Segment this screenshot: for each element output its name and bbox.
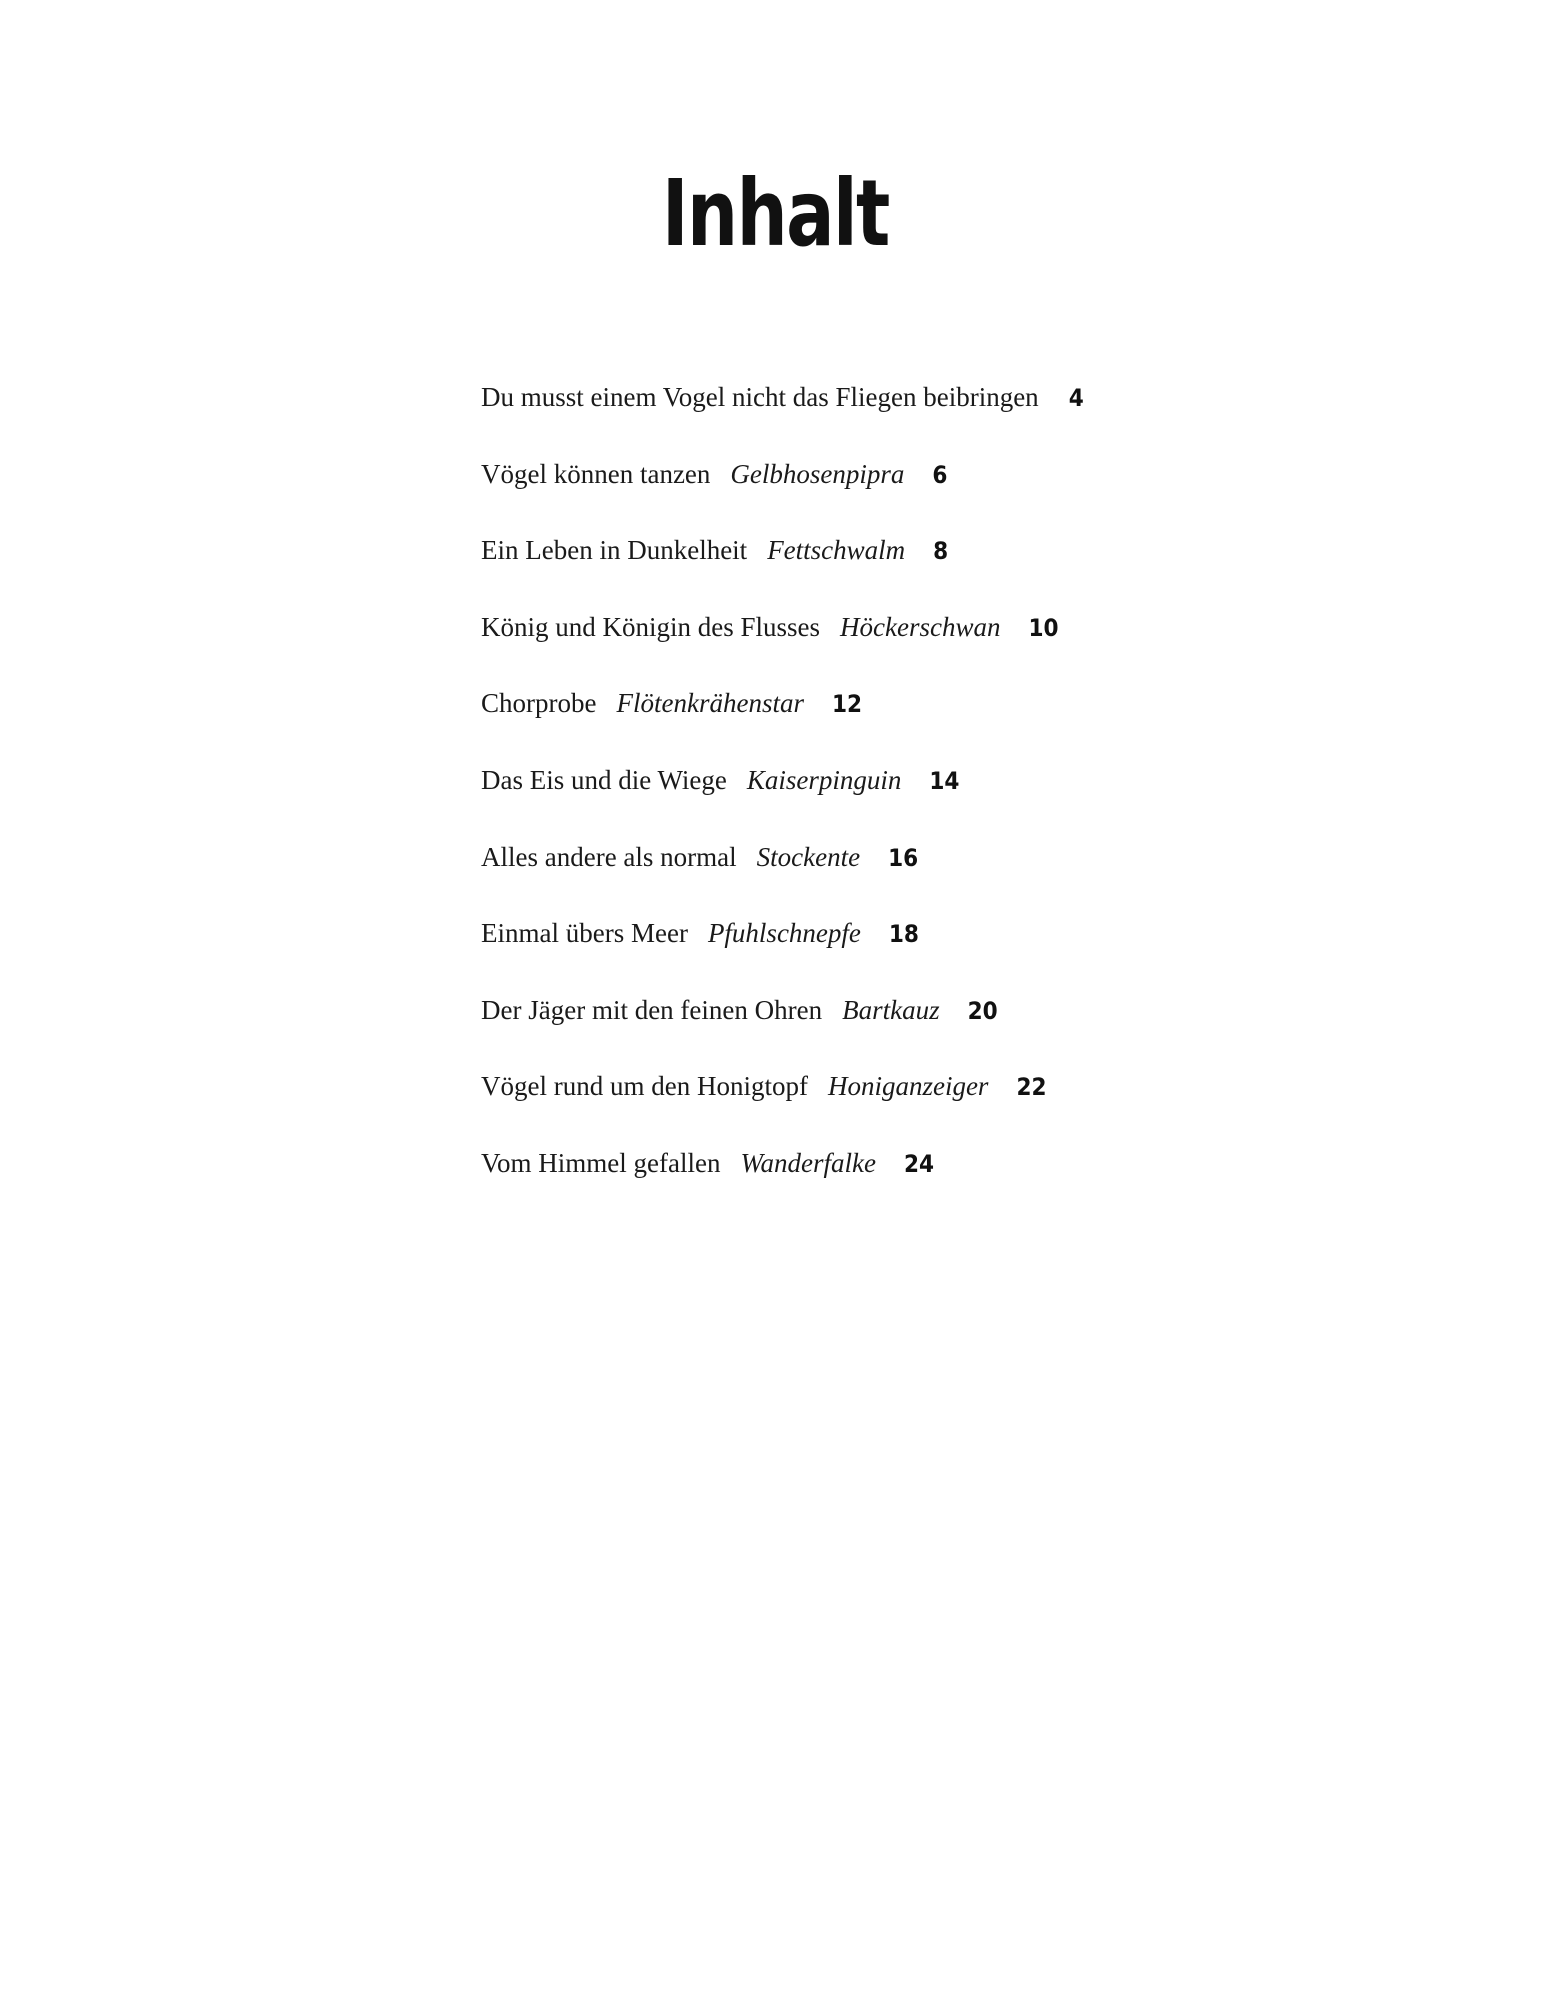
toc-entry-bird-name: Stockente: [756, 841, 861, 872]
toc-entry-title: Einmal übers Meer: [481, 918, 688, 949]
toc-entry-page-number: 20: [967, 996, 998, 1025]
toc-entry-title: Vögel können tanzen: [481, 458, 711, 489]
table-of-contents: [481, 382, 1084, 1225]
toc-entry[interactable]: [481, 688, 1084, 765]
toc-entry-bird-name: Honiganzeiger: [827, 1071, 989, 1102]
toc-entry[interactable]: [481, 995, 1084, 1072]
toc-entry-page-number: 8: [933, 537, 949, 566]
toc-entry-bird-name: Pfuhlschnepfe: [707, 918, 861, 949]
toc-entry-page-number: 16: [888, 843, 919, 872]
page-title: Inhalt: [661, 160, 889, 267]
toc-entry[interactable]: [481, 535, 1084, 612]
toc-entry-page-number: 6: [932, 460, 948, 489]
toc-entry-title: König und Königin des Flusses: [481, 611, 821, 642]
toc-entry[interactable]: [481, 459, 1084, 536]
toc-entry-title: Ein Leben in Dunkelheit: [481, 535, 748, 566]
toc-entry-bird-name: Fettschwalm: [767, 535, 906, 566]
toc-entry[interactable]: [481, 612, 1084, 689]
toc-entry-title: Alles andere als normal: [481, 841, 737, 872]
toc-entry-title: Das Eis und die Wiege: [481, 764, 727, 795]
toc-entry[interactable]: [481, 765, 1084, 842]
toc-entry-bird-name: Kaiserpinguin: [746, 764, 902, 795]
toc-entry[interactable]: [481, 842, 1084, 919]
toc-entry[interactable]: [481, 1071, 1084, 1148]
toc-entry-title: Vögel rund um den Honigtopf: [481, 1071, 808, 1102]
toc-entry-bird-name: Flötenkrähenstar: [616, 688, 804, 719]
toc-entry-bird-name: Höckerschwan: [840, 611, 1001, 642]
toc-entry[interactable]: [481, 918, 1084, 995]
toc-entry[interactable]: [481, 1148, 1084, 1225]
toc-entry-title: Chorprobe: [481, 688, 597, 719]
toc-entry-page-number: 22: [1016, 1073, 1047, 1102]
toc-entry-title: Vom Himmel gefallen: [481, 1147, 721, 1178]
toc-entry-page-number: 10: [1028, 613, 1059, 642]
toc-entry-page-number: 14: [929, 766, 960, 795]
toc-entry[interactable]: [481, 382, 1084, 459]
toc-entry-bird-name: Gelbhosenpipra: [730, 458, 905, 489]
toc-entry-page-number: 4: [1068, 384, 1084, 412]
toc-entry-page-number: 24: [903, 1149, 934, 1178]
toc-entry-bird-name: Wanderfalke: [740, 1147, 876, 1178]
toc-entry-page-number: 12: [831, 690, 863, 719]
toc-entry-page-number: 18: [888, 920, 919, 949]
toc-entry-bird-name: Bartkauz: [842, 994, 940, 1025]
toc-entry-title: Der Jäger mit den feinen Ohren: [481, 994, 823, 1025]
toc-entry-title: Du musst einem Vogel nicht das Fliegen beibringen: [481, 382, 1039, 412]
